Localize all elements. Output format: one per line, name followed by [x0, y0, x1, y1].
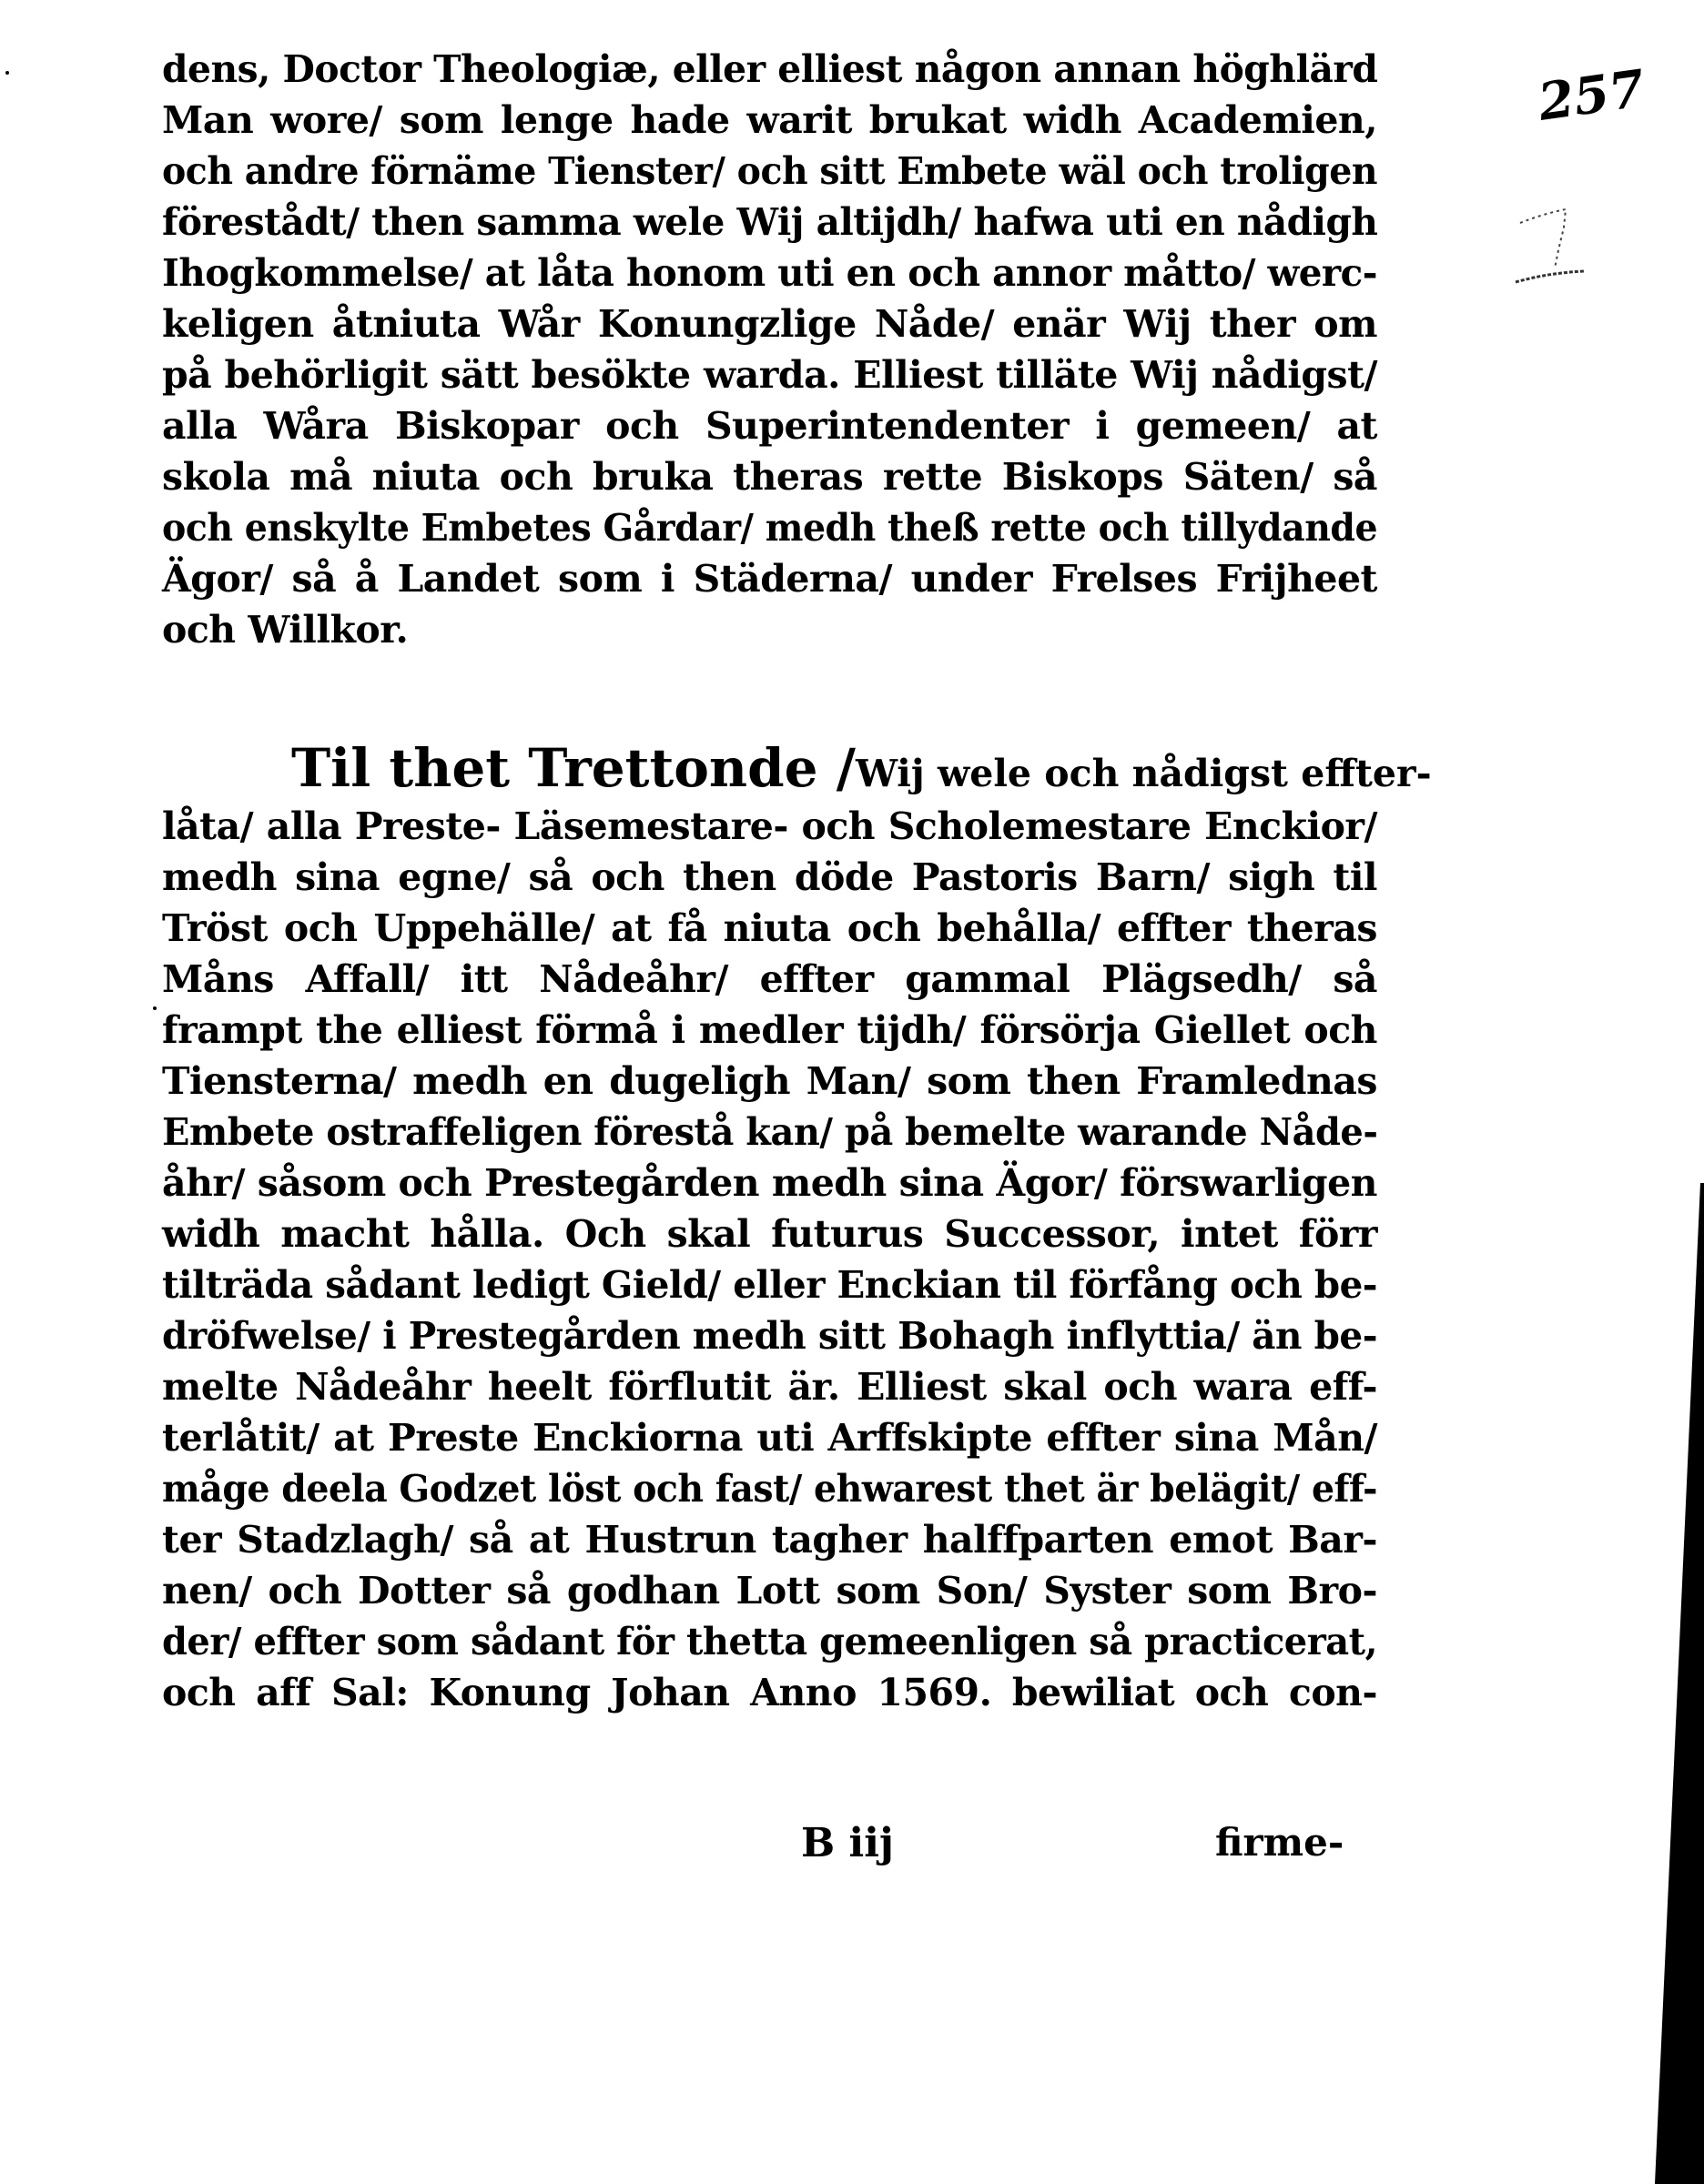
- text-line: tilträda sådant ledigt Gield/ eller Enckian til förfång och be-: [162, 1263, 1377, 1307]
- text-line: alla Wåra Biskopar och Superintendenter i gemeen/ at: [162, 404, 1377, 448]
- text-line: åhr/ såsom och Prestegården medh sina Ägor/ förswarligen: [162, 1161, 1377, 1205]
- handwritten-page-number: 257: [1534, 58, 1648, 133]
- text-line: ter Stadzlagh/ så at Hustrun tagher halffparten emot Bar-: [162, 1518, 1377, 1562]
- text-line: på behörligit sätt besökte warda. Elliest tilläte Wij nådigst/: [162, 353, 1377, 397]
- text-line: terlåtit/ at Preste Enckiorna uti Arffskipte effter sina Mån/: [162, 1416, 1377, 1460]
- text-line: förestådt/ then samma wele Wij altijdh/ hafwa uti en nådigh: [162, 200, 1378, 244]
- text-line: dens, Doctor Theologiæ, eller elliest någon annan höghlärd: [162, 47, 1378, 91]
- heading-continuation: Wij wele och nådigst effter-: [855, 752, 1432, 795]
- heading-title: Til thet Trettonde /: [291, 737, 856, 799]
- scan-speck: [153, 1006, 157, 1010]
- text-line: Tröst och Uppehälle/ at få niuta och behålla/ effter theras: [162, 906, 1377, 950]
- text-line: skola må niuta och bruka theras rette Biskops Säten/ så: [162, 455, 1377, 499]
- catchword: firme-: [1215, 1820, 1344, 1865]
- text-line: keligen åtniuta Wår Konungzlige Nåde/ enär Wij ther om: [162, 302, 1377, 346]
- text-line: dröfwelse/ i Prestegården medh sitt Bohagh inflyttia/ än be-: [162, 1314, 1378, 1358]
- text-line: låta/ alla Preste- Läsemestare- och Scholemestare Enckior/: [162, 804, 1377, 848]
- text-line: och Willkor.: [162, 608, 409, 652]
- scan-speck: [5, 71, 9, 75]
- text-line: och enskylte Embetes Gårdar/ medh theß rette och tillydande: [162, 506, 1378, 550]
- text-line: Man wore/ som lenge hade warit brukat widh Academien,: [162, 98, 1377, 142]
- section-heading: [291, 735, 1432, 801]
- pencil-annotation-mark: [1511, 191, 1593, 291]
- text-line: Embete ostraffeligen förestå kan/ på bemelte warande Nåde-: [162, 1110, 1378, 1154]
- text-line: frampt the elliest förmå i medler tijdh/ försörja Giellet och: [162, 1008, 1377, 1052]
- text-line: Måns Affall/ itt Nådeåhr/ effter gammal Plägsedh/ så: [162, 957, 1377, 1001]
- text-line: Ihogkommelse/ at låta honom uti en och annor måtto/ werc-: [162, 251, 1377, 295]
- text-line: Ägor/ så å Landet som i Städerna/ under Frelses Frijheet: [162, 557, 1377, 601]
- text-line: der/ effter som sådant för thetta gemeenligen så practicerat,: [162, 1620, 1377, 1663]
- text-line: och aff Sal: Konung Johan Anno 1569. bewiliat och con-: [162, 1671, 1377, 1714]
- text-line: widh macht hålla. Och skal futurus Successor, intet förr: [162, 1212, 1377, 1256]
- text-line: Tiensterna/ medh en dugeligh Man/ som then Framlednas: [162, 1059, 1377, 1103]
- text-line: nen/ och Dotter så godhan Lott som Son/ Syster som Bro-: [162, 1569, 1377, 1613]
- text-line: och andre förnäme Tienster/ och sitt Embete wäl och troligen: [162, 149, 1377, 193]
- text-line: melte Nådeåhr heelt förflutit är. Elliest skal och wara eff-: [162, 1365, 1377, 1409]
- text-line: medh sina egne/ så och then döde Pastoris Barn/ sigh til: [162, 855, 1377, 899]
- text-line: måge deela Godzet löst och fast/ ehwarest thet är belägit/ eff-: [162, 1467, 1377, 1511]
- signature-mark: B iij: [801, 1820, 894, 1866]
